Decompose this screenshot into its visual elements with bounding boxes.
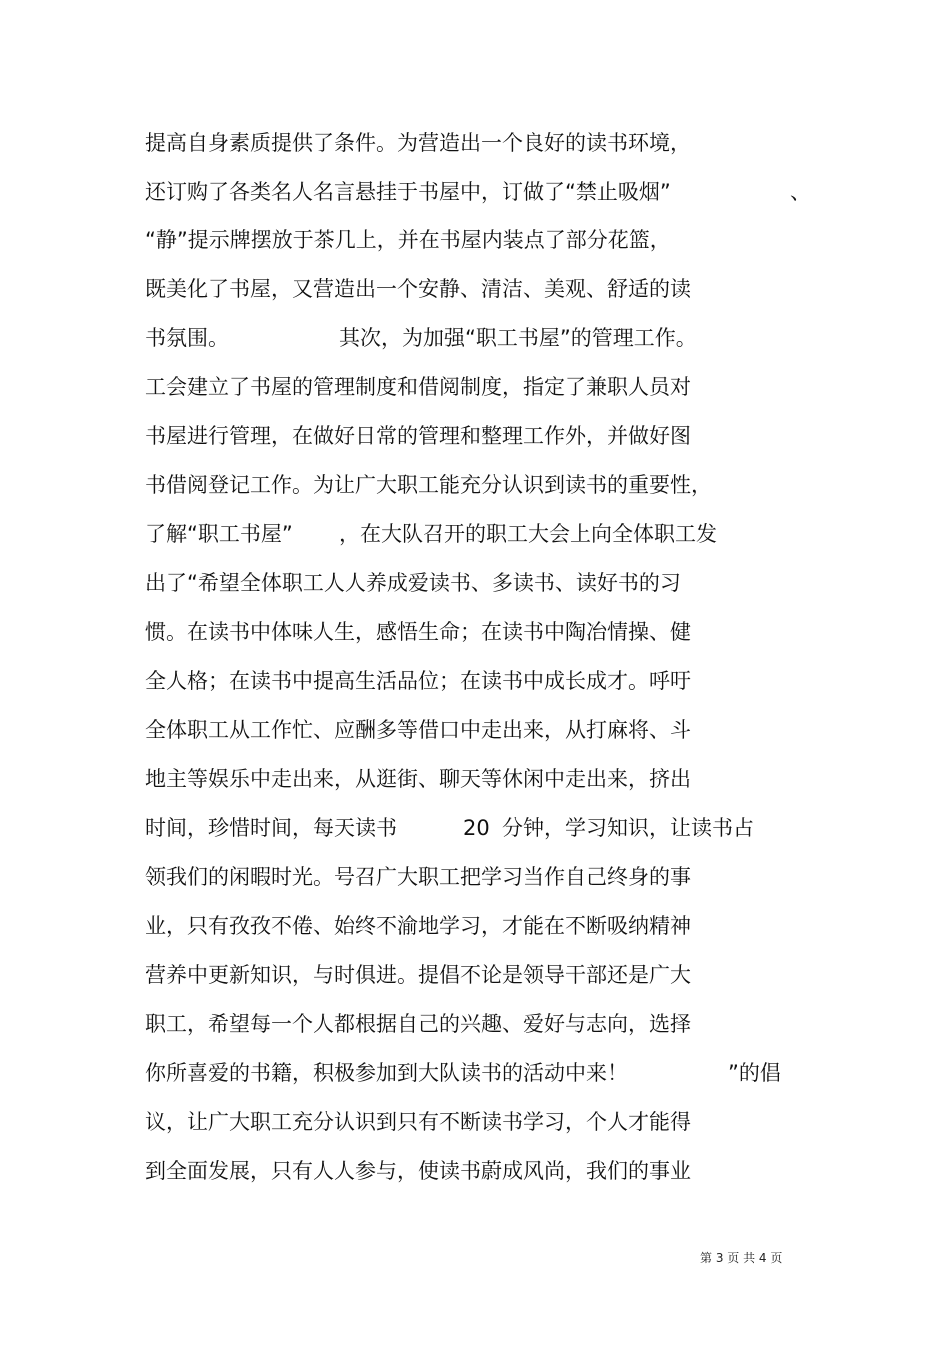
- text-line-tail: ，在大队召开的职工大会上向全体职工发: [339, 522, 717, 546]
- text-line-content: 地主等娱乐中走出来，从逛街、聊天等休闲中走出来，挤出: [145, 767, 691, 791]
- text-line-tail: 、: [790, 180, 811, 204]
- text-line-content: 出了“希望全体职工人人养成爱读书、多读书、读好书的习: [145, 571, 681, 595]
- text-line-content: 工会建立了书屋的管理制度和借阅制度，指定了兼职人员对: [145, 375, 691, 399]
- text-line-content: 全人格；在读书中提高生活品位；在读书中成长成才。呼吁: [145, 669, 691, 693]
- text-line-content: 既美化了书屋，又营造出一个安静、清洁、美观、舒适的读: [145, 277, 691, 301]
- text-line-content: 议，让广大职工充分认识到只有不断读书学习，个人才能得: [145, 1110, 691, 1134]
- text-line-content: 职工，希望每一个人都根据自己的兴趣、爱好与志向，选择: [145, 1012, 691, 1036]
- page-number: 第 3 页 共 4 页: [700, 1251, 783, 1265]
- text-line-tail: 其次，为加强“职工书屋”的管理工作。: [339, 326, 697, 350]
- text-line-content: 全体职工从工作忙、应酬多等借口中走出来，从打麻将、斗: [145, 718, 691, 742]
- text-line-content: “静”提示牌摆放于茶几上，并在书屋内装点了部分花篮，: [145, 228, 671, 252]
- text-line-content: 书氛围。: [145, 326, 229, 350]
- text-line-content: 领我们的闲暇时光。号召广大职工把学习当作自己终身的事: [145, 865, 691, 889]
- text-line-content: 还订购了各类名人名言悬挂于书屋中，订做了“禁止吸烟”: [145, 180, 671, 204]
- text-line-content: 你所喜爱的书籍，积极参加到大队读书的活动中来！: [145, 1061, 628, 1085]
- text-line-content: 了解“职工书屋”: [145, 522, 293, 546]
- text-line-content: 时间，珍惜时间，每天读书: [145, 816, 397, 840]
- text-line-content: 惯。在读书中体味人生，感悟生命；在读书中陶冶情操、健: [145, 620, 691, 644]
- text-line-tail: ”的倡: [728, 1061, 781, 1085]
- text-line-content: 业，只有孜孜不倦、始终不渝地学习，才能在不断吸纳精神: [145, 914, 691, 938]
- text-line-tail: 分钟，学习知识，让读书占: [502, 816, 754, 840]
- text-line-content: 提高自身素质提供了条件。为营造出一个良好的读书环境，: [145, 131, 691, 155]
- reading-minutes-number: 20: [463, 816, 490, 840]
- text-line-content: 书借阅登记工作。为让广大职工能充分认识到读书的重要性，: [145, 473, 712, 497]
- text-line-content: 营养中更新知识，与时俱进。提倡不论是领导干部还是广大: [145, 963, 691, 987]
- text-line-content: 到全面发展，只有人人参与，使读书蔚成风尚，我们的事业: [145, 1159, 691, 1183]
- text-line-content: 书屋进行管理，在做好日常的管理和整理工作外，并做好图: [145, 424, 691, 448]
